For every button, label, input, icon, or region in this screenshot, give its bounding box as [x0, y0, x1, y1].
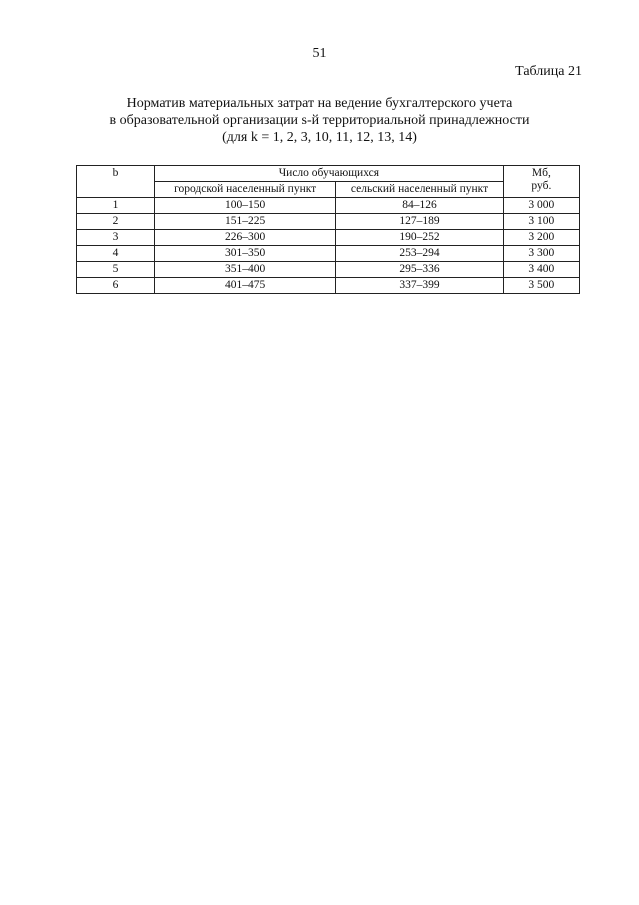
- title-line-1: Норматив материальных затрат на ведение бухгалтерского учета: [126, 96, 513, 111]
- cell-urban: 226–300: [155, 230, 336, 246]
- title-line-2: в образовательной организации s-й территориальной принадлежности: [109, 113, 530, 128]
- header-mb: [503, 166, 579, 198]
- norm-table: [76, 165, 580, 294]
- cell-urban: 100–150: [155, 198, 336, 214]
- cell-b: 5: [77, 262, 155, 278]
- cell-rural: 190–252: [336, 230, 503, 246]
- table-title: [0, 95, 639, 146]
- cell-urban: 401–475: [155, 278, 336, 294]
- cell-rural: 253–294: [336, 246, 503, 262]
- table-row: [77, 230, 580, 246]
- header-urban: городской населенный пункт: [155, 182, 336, 198]
- cell-rural: 84–126: [336, 198, 503, 214]
- table-row: [77, 246, 580, 262]
- cell-b: 6: [77, 278, 155, 294]
- cell-urban: 301–350: [155, 246, 336, 262]
- cell-mb: 3 500: [503, 278, 579, 294]
- header-students: Число обучающихся: [155, 166, 504, 182]
- table-row: [77, 214, 580, 230]
- cell-urban: 351–400: [155, 262, 336, 278]
- cell-mb: 3 400: [503, 262, 579, 278]
- table-row: [77, 262, 580, 278]
- table-label: Таблица 21: [515, 64, 582, 79]
- header-mb-line-2: руб.: [531, 180, 552, 192]
- header-row: [77, 166, 580, 182]
- cell-mb: 3 100: [503, 214, 579, 230]
- cell-mb: 3 200: [503, 230, 579, 246]
- header-b: b: [77, 166, 155, 198]
- cell-mb: 3 300: [503, 246, 579, 262]
- table-row: [77, 198, 580, 214]
- page-number: 51: [312, 46, 327, 61]
- cell-b: 3: [77, 230, 155, 246]
- cell-b: 1: [77, 198, 155, 214]
- cell-rural: 295–336: [336, 262, 503, 278]
- cell-b: 2: [77, 214, 155, 230]
- cell-rural: 337–399: [336, 278, 503, 294]
- header-rural: сельский населенный пункт: [336, 182, 503, 198]
- cell-urban: 151–225: [155, 214, 336, 230]
- table-row: [77, 278, 580, 294]
- cell-mb: 3 000: [503, 198, 579, 214]
- cell-b: 4: [77, 246, 155, 262]
- header-mb-line-1: Мб,: [531, 167, 551, 179]
- cell-rural: 127–189: [336, 214, 503, 230]
- title-line-3: (для k = 1, 2, 3, 10, 11, 12, 13, 14): [222, 130, 417, 145]
